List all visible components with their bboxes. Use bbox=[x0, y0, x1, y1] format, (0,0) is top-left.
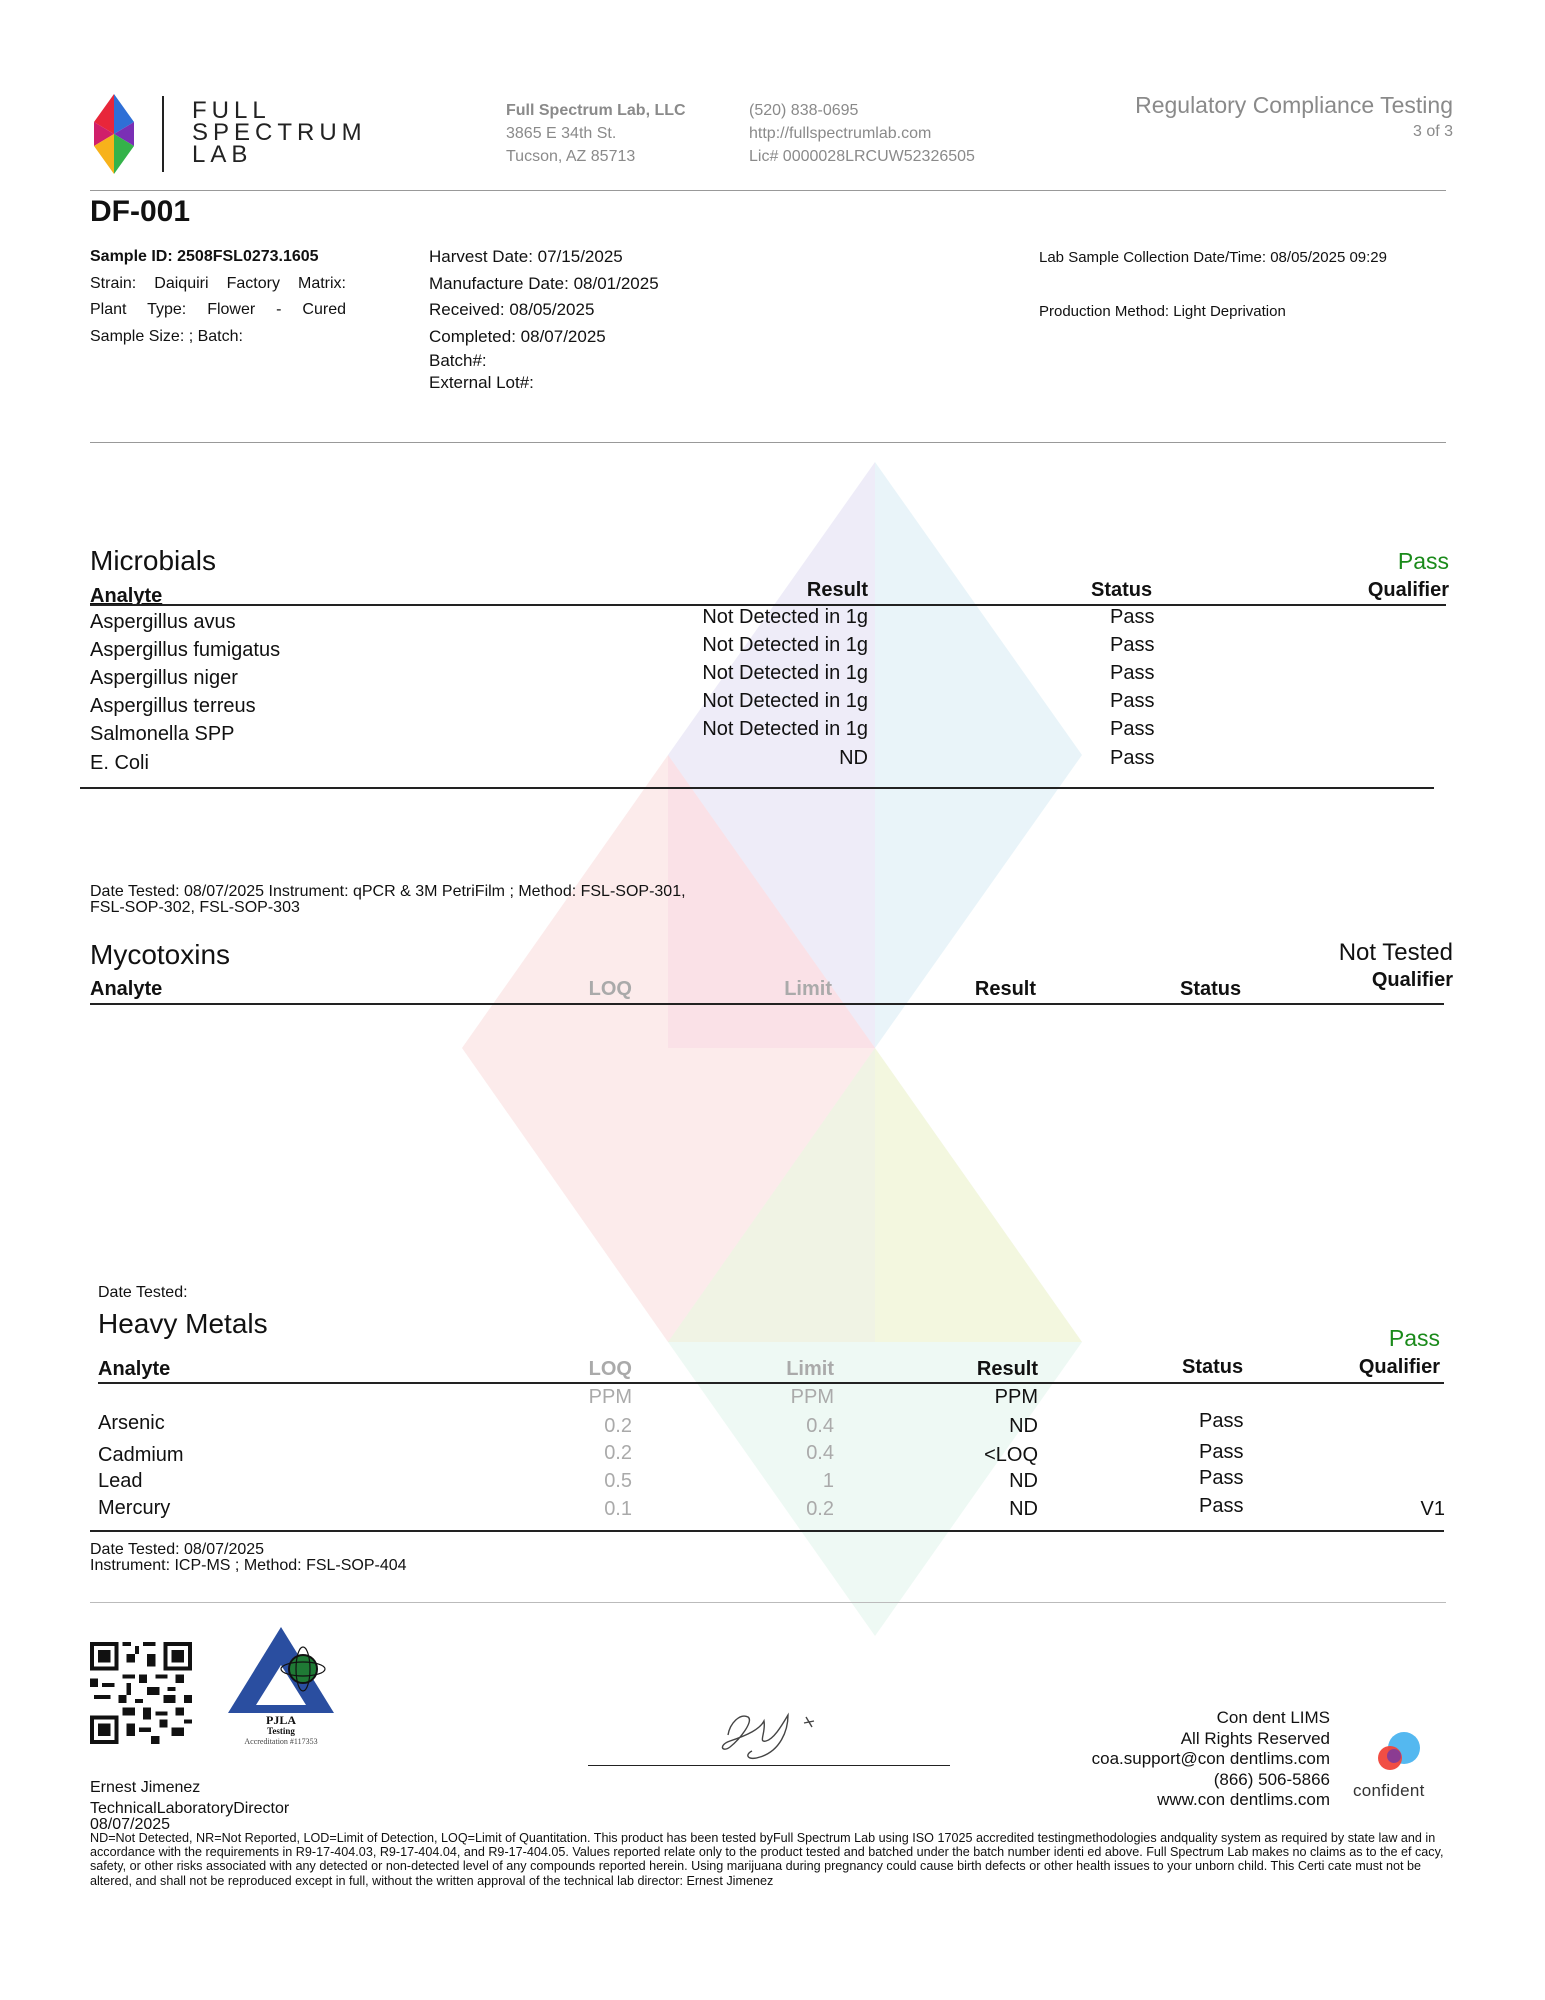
heavy-metals-bottom-rule bbox=[90, 1530, 1444, 1532]
microbials-method-line-2: FSL-SOP-302, FSL-SOP-303 bbox=[90, 899, 300, 916]
header-divider bbox=[90, 190, 1446, 191]
lims-email[interactable]: coa.support@con dentlims.com bbox=[1091, 1749, 1330, 1769]
microbials-title: Microbials bbox=[90, 545, 217, 576]
signature-line bbox=[588, 1765, 950, 1766]
completed-date: Completed: 08/07/2025 bbox=[429, 326, 606, 346]
metal-limit: 1 bbox=[822, 1470, 834, 1492]
sample-info-left bbox=[90, 244, 346, 350]
sample-id: Sample ID: 2508FSL0273.1605 bbox=[90, 248, 319, 265]
heavy-metals-method-line-1: Date Tested: 08/07/2025 bbox=[90, 1541, 265, 1558]
microbials-table bbox=[90, 603, 1446, 783]
analyte-status: Pass bbox=[1110, 662, 1155, 684]
metal-result: ND bbox=[1009, 1498, 1038, 1520]
confident-logo-icon bbox=[1368, 1730, 1428, 1776]
report-type: Regulatory Compliance Testing bbox=[1135, 92, 1453, 118]
received-date: Received: 08/05/2025 bbox=[429, 300, 595, 319]
heavy-metals-header-status: Status bbox=[1182, 1356, 1244, 1378]
qr-code-icon[interactable] bbox=[90, 1642, 192, 1744]
mycotoxins-header-status: Status bbox=[1180, 978, 1242, 1000]
sample-plant-type: Plant Type: Flower - Cured bbox=[90, 301, 346, 318]
signer-name: Ernest Jimenez bbox=[90, 1779, 201, 1796]
production-method: Production Method: Light Deprivation bbox=[1039, 303, 1286, 320]
metal-limit: 0.4 bbox=[806, 1415, 834, 1437]
signer-title: TechnicalLaboratoryDirector bbox=[90, 1799, 290, 1817]
mycotoxins-header-analyte: Analyte bbox=[90, 978, 163, 1000]
analyte-result: ND bbox=[839, 747, 868, 769]
sample-title: DF-001 bbox=[90, 195, 191, 228]
metal-name: Mercury bbox=[98, 1497, 171, 1519]
footer-divider bbox=[90, 1602, 1446, 1603]
sample-strain: Strain: Daiquiri Factory Matrix: bbox=[90, 274, 346, 292]
lims-line-1: Con dent LIMS bbox=[1216, 1708, 1330, 1727]
mycotoxins-header-rule bbox=[90, 1003, 1444, 1005]
lims-phone: (866) 506-5866 bbox=[1213, 1769, 1330, 1789]
heavy-metals-unit-limit: PPM bbox=[790, 1386, 834, 1408]
signature-icon bbox=[700, 1695, 840, 1765]
lab-website[interactable]: http://fullspectrumlab.com bbox=[749, 125, 932, 142]
sample-size: Sample Size: ; Batch: bbox=[90, 327, 243, 345]
analyte-name: Aspergillus fumigatus bbox=[90, 639, 281, 661]
analyte-name: Salmonella SPP bbox=[90, 723, 235, 745]
microbials-bottom-rule bbox=[80, 787, 1434, 789]
heavy-metals-unit-result: PPM bbox=[994, 1386, 1038, 1408]
mycotoxins-date-tested: Date Tested: bbox=[98, 1284, 188, 1301]
signer-block bbox=[90, 1780, 289, 1834]
analyte-status: Pass bbox=[1110, 718, 1155, 740]
logo-icon bbox=[90, 92, 138, 176]
logo-divider bbox=[162, 96, 164, 172]
metal-qualifier: V1 bbox=[1420, 1498, 1445, 1520]
metal-name: Arsenic bbox=[98, 1412, 165, 1434]
microbials-header-result: Result bbox=[806, 579, 868, 601]
microbials-header-status: Status bbox=[1091, 579, 1153, 601]
microbials-header-qualifier: Qualifier bbox=[1367, 579, 1449, 601]
analyte-status: Pass bbox=[1110, 690, 1155, 712]
lims-contact bbox=[1092, 1708, 1330, 1811]
metal-loq: 0.5 bbox=[604, 1470, 632, 1492]
analyte-name: Aspergillus avus bbox=[90, 611, 236, 633]
microbials-method-line-1: Date Tested: 08/07/2025 Instrument: qPCR & 3M PetriFilm ; Method: FSL-SOP-301, bbox=[90, 883, 686, 900]
lab-name: Full Spectrum Lab, LLC bbox=[506, 102, 686, 119]
lab-contact bbox=[749, 99, 975, 168]
manufacture-date: Manufacture Date: 08/01/2025 bbox=[429, 273, 659, 293]
analyte-result: Not Detected in 1g bbox=[702, 690, 868, 712]
pjla-line-1: PJLA bbox=[266, 1713, 296, 1727]
analyte-result: Not Detected in 1g bbox=[702, 718, 868, 740]
lims-line-2: All Rights Reserved bbox=[1180, 1728, 1330, 1748]
address-line-2: Tucson, AZ 85713 bbox=[506, 148, 636, 165]
mycotoxins-header-limit: Limit bbox=[784, 978, 832, 1000]
mycotoxins-header-loq: LOQ bbox=[588, 978, 632, 1000]
logo-wordmark bbox=[192, 97, 367, 168]
metal-status: Pass bbox=[1199, 1495, 1244, 1517]
metal-status: Pass bbox=[1199, 1410, 1244, 1432]
lab-phone: (520) 838-0695 bbox=[749, 102, 859, 119]
heavy-metals-header-result: Result bbox=[976, 1358, 1038, 1380]
confident-logo-text: confident bbox=[1353, 1781, 1425, 1800]
metal-status: Pass bbox=[1199, 1441, 1244, 1463]
heavy-metals-header-analyte: Analyte bbox=[98, 1358, 171, 1380]
metal-loq: 0.2 bbox=[604, 1442, 632, 1464]
logo-line-2: SPECTRUM bbox=[192, 119, 367, 146]
heavy-metals-overall-status: Pass bbox=[1388, 1325, 1440, 1351]
analyte-result: Not Detected in 1g bbox=[702, 662, 868, 684]
analyte-status: Pass bbox=[1110, 634, 1155, 656]
metal-name: Lead bbox=[98, 1470, 143, 1492]
collection-datetime: Lab Sample Collection Date/Time: 08/05/2025 09:29 bbox=[1039, 249, 1387, 266]
analyte-name: Aspergillus terreus bbox=[90, 695, 256, 717]
page-number: 3 of 3 bbox=[1412, 123, 1453, 140]
pjla-label bbox=[226, 1714, 336, 1747]
pjla-accreditation-logo-icon bbox=[226, 1625, 336, 1715]
logo-line-3: LAB bbox=[192, 141, 253, 168]
heavy-metals-header-qualifier: Qualifier bbox=[1358, 1356, 1440, 1378]
analyte-status: Pass bbox=[1110, 747, 1155, 769]
analyte-name: Aspergillus niger bbox=[90, 667, 238, 689]
lab-license: Lic# 0000028LRCUW52326505 bbox=[749, 148, 975, 165]
metal-loq: 0.2 bbox=[604, 1415, 632, 1437]
metal-loq: 0.1 bbox=[604, 1498, 632, 1520]
sample-info-dates bbox=[429, 244, 659, 394]
pjla-line-3: Accreditation #117353 bbox=[244, 1737, 318, 1746]
table-row bbox=[90, 749, 1446, 777]
heavy-metals-method-line-2: Instrument: ICP-MS ; Method: FSL-SOP-404 bbox=[90, 1557, 407, 1574]
mycotoxins-header-qualifier: Qualifier bbox=[1371, 969, 1453, 991]
metal-result: <LOQ bbox=[984, 1444, 1038, 1466]
heavy-metals-method bbox=[90, 1542, 407, 1574]
analyte-result: Not Detected in 1g bbox=[702, 606, 868, 628]
info-divider bbox=[90, 442, 1446, 443]
harvest-date: Harvest Date: 07/15/2025 bbox=[429, 247, 623, 266]
analyte-result: Not Detected in 1g bbox=[702, 634, 868, 656]
heavy-metals-header-limit: Limit bbox=[786, 1358, 834, 1380]
metal-result: ND bbox=[1009, 1470, 1038, 1492]
microbials-header-analyte: Analyte bbox=[90, 585, 163, 607]
mycotoxins-title: Mycotoxins bbox=[90, 939, 231, 970]
metal-name: Cadmium bbox=[98, 1444, 184, 1466]
metal-limit: 0.2 bbox=[806, 1498, 834, 1520]
logo-line-1: FULL bbox=[192, 97, 271, 124]
pjla-line-2: Testing bbox=[267, 1726, 295, 1736]
lims-website[interactable]: www.con dentlims.com bbox=[1157, 1790, 1330, 1810]
mycotoxins-header-result: Result bbox=[974, 978, 1036, 1000]
external-lot: External Lot#: bbox=[429, 373, 534, 392]
heavy-metals-header-loq: LOQ bbox=[588, 1358, 632, 1380]
disclaimer-text: ND=Not Detected, NR=Not Reported, LOD=Limit of Detection, LOQ=Limit of Quantitation. This product has been tested byFull Spectrum Lab using ISO 17025 accredited testingmethodologies andquality system as required by state law and in accordance with the requirements in R9-17-404.03, R9-17-404.04, and R9-17-404.05. Values reported relate only to the product tested and batched under the batch number identi ed above. Full Spectrum Lab makes no claims as to the ef cacy, safety, or other risks associated with any detected or non-detected level of any compounds reported herein. Using marijuana during pregnancy could cause birth defects or other health issues to your unborn child. This Certi cate must not be altered, and shall not be reproduced except in full, without the written approval of the technical lab director: Ernest Jimenez bbox=[90, 1831, 1444, 1888]
heavy-metals-unit-loq: PPM bbox=[588, 1386, 632, 1408]
heavy-metals-title: Heavy Metals bbox=[98, 1308, 268, 1339]
metal-result: ND bbox=[1009, 1415, 1038, 1437]
mycotoxins-overall-status: Not Tested bbox=[1338, 939, 1453, 966]
analyte-name: E. Coli bbox=[90, 752, 149, 774]
metal-status: Pass bbox=[1199, 1467, 1244, 1489]
microbials-overall-status: Pass bbox=[1397, 548, 1449, 574]
metal-limit: 0.4 bbox=[806, 1442, 834, 1464]
sign-date: 08/07/2025 bbox=[90, 1816, 171, 1833]
lab-address bbox=[506, 99, 686, 168]
batch-number: Batch#: bbox=[429, 351, 487, 370]
analyte-status: Pass bbox=[1110, 606, 1155, 628]
address-line-1: 3865 E 34th St. bbox=[506, 125, 617, 142]
microbials-method bbox=[90, 884, 686, 916]
